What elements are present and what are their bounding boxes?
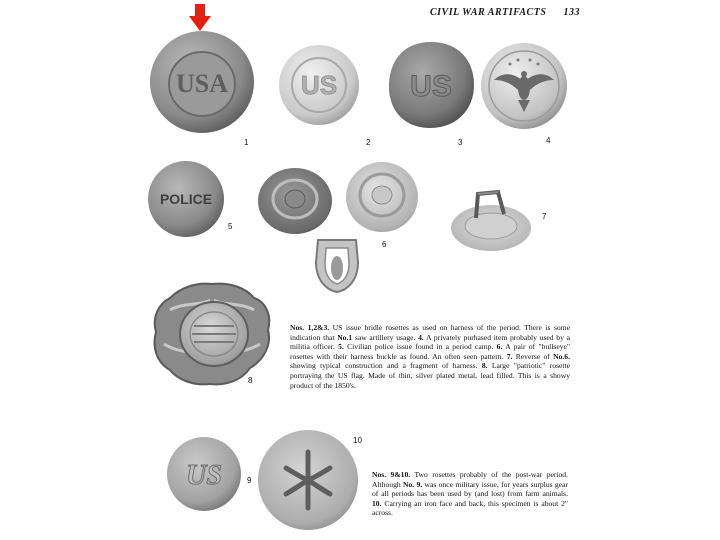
rosette-6a-image	[256, 166, 334, 236]
caption-items-9-10	[372, 470, 568, 518]
figure-label-6: 6	[382, 240, 387, 249]
caption-bold: Nos. 1,2&3.	[290, 323, 330, 332]
rosette-8-image	[150, 280, 274, 388]
caption-bold: 8.	[481, 361, 488, 371]
rosette-6b-image	[344, 160, 420, 234]
harness-buckle-image	[312, 236, 362, 294]
rosette-3-stamp: US	[410, 70, 452, 103]
caption-text: A privately purhased item probably used by a militia officer.	[290, 332, 570, 352]
caption-text: Civilian police issue found in a period camp.	[343, 342, 497, 352]
rosette-4-image	[480, 42, 568, 130]
rosette-1-image	[148, 28, 256, 136]
caption-bold: 10.	[372, 498, 382, 508]
figure-label-5: 5	[228, 222, 233, 231]
caption-bold: 7.	[506, 351, 513, 361]
page-number: 133	[563, 7, 580, 18]
figure-label-7: 7	[542, 212, 547, 221]
running-title: CIVIL WAR ARTIFACTS	[430, 7, 547, 18]
caption-text: Two rosettes probably of the post-war period. Although	[372, 470, 568, 489]
figure-label-2: 2	[366, 138, 371, 147]
figure-label-4: 4	[546, 136, 551, 145]
rosette-5-stamp: POLICE	[159, 191, 213, 207]
caption-bold: 4.	[418, 332, 424, 342]
caption-text: was once military issue, for years surplus gear of all periods has been used by (and lost) from farm animals.	[372, 479, 568, 499]
figure-label-8: 8	[248, 376, 253, 385]
caption-bold: 6.	[496, 342, 503, 352]
rosette-10-image	[256, 428, 360, 532]
caption-text: Carrying an iron face and back, this specimen is about 2" across.	[372, 498, 568, 518]
rosette-2-stamp: US	[300, 70, 338, 100]
rosette-9-stamp: US	[186, 460, 222, 491]
rosette-1-stamp: USA	[175, 69, 229, 98]
rosette-7-image	[448, 188, 534, 254]
caption-text: showing typical construction and a fragment of harness.	[290, 361, 482, 371]
caption-text: A pair of "bullseye" rosettes with their harness buckle as found. An often seen pattern.	[290, 342, 570, 361]
caption-text: Reverse of	[512, 351, 554, 361]
figure-label-9: 9	[247, 476, 252, 485]
figure-label-3: 3	[458, 138, 463, 147]
figure-label-10: 10	[353, 436, 362, 445]
caption-bold: No.1	[337, 332, 353, 342]
caption-items-1-8	[290, 323, 570, 390]
caption-bold: No.6.	[553, 351, 570, 361]
caption-bold: Nos. 9&10.	[372, 470, 411, 479]
rosette-5-image	[147, 160, 225, 238]
rosette-2-image	[278, 44, 360, 126]
figure-label-1: 1	[244, 138, 249, 147]
rosette-3-image	[386, 40, 476, 130]
caption-text: US issue bridle rosettes as used on harness of the period. There is some indication that	[290, 323, 570, 342]
caption-text: saw artillery usage.	[352, 332, 419, 342]
caption-text: Large "patriotic" rosette portraying the US flag. Made of thin, silver plated metal, lead filled. This is a showy product of the 1850's.	[290, 361, 570, 390]
rosette-9-image	[166, 436, 242, 512]
caption-bold: 5.	[338, 342, 344, 352]
page-header	[430, 7, 580, 21]
caption-bold: No. 9.	[403, 479, 423, 489]
